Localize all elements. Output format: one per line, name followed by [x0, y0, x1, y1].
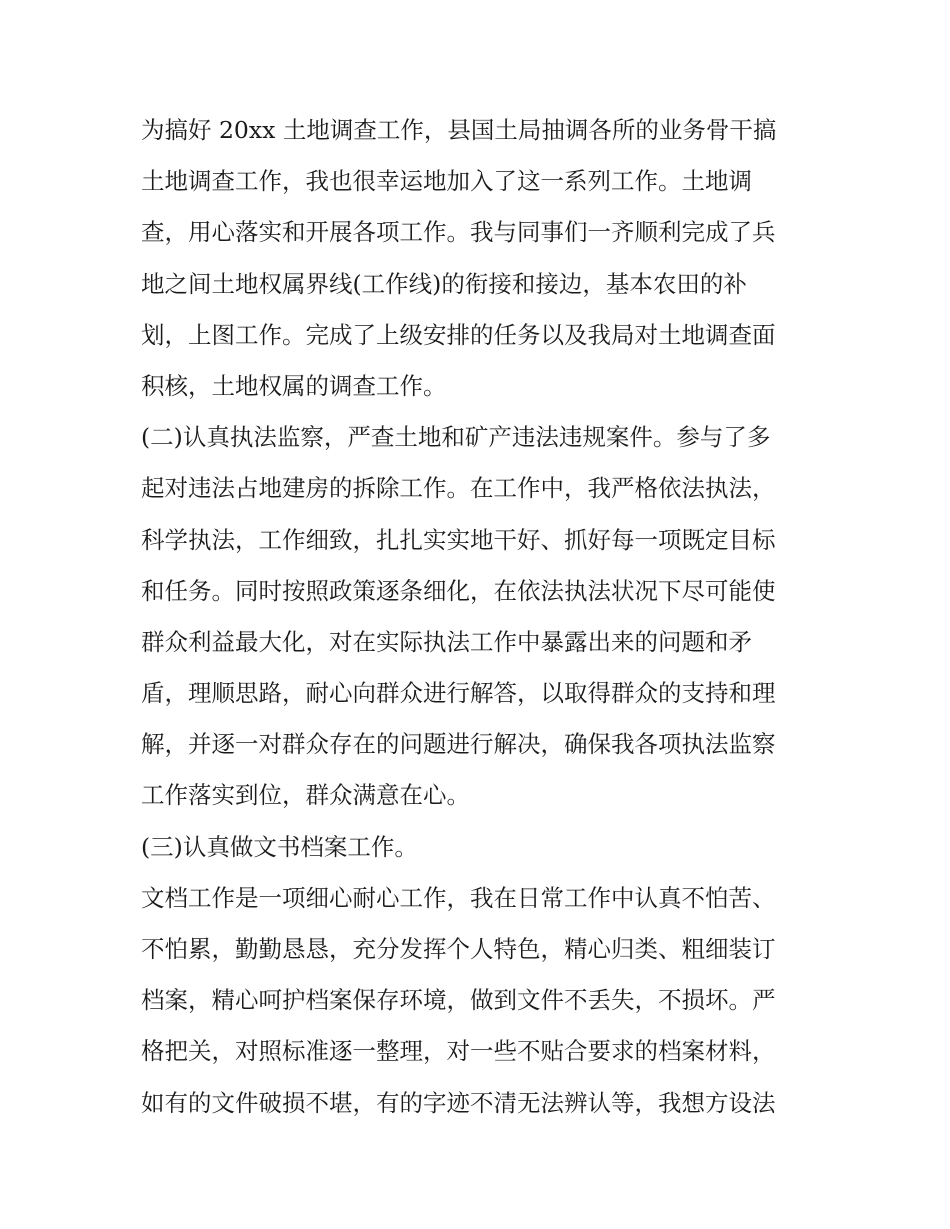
text-line: 工作落实到位，群众满意在心。 [141, 781, 470, 810]
text-line: 如有的文件破损不堪，有的字迹不清无法辨认等，我想方设法 [141, 1088, 776, 1117]
text-line: 划，上图工作。完成了上级安排的任务以及我局对土地调查面 [141, 320, 776, 349]
text-line: 科学执法，工作细致，扎扎实实地干好、抓好每一项既定目标 [141, 525, 776, 554]
text-line: 不怕累，勤勤恳恳，充分发挥个人特色，精心归类、粗细装订 [141, 935, 776, 963]
body-text [141, 105, 821, 1129]
text-line: (二)认真执法监察，严查土地和矿产违法违规案件。参与了多 [141, 423, 771, 452]
text-line: 土地调查工作，我也很幸运地加入了这一系列工作。土地调 [141, 167, 752, 196]
text-line: 盾，理顺思路，耐心向群众进行解答，以取得群众的支持和理 [141, 679, 776, 708]
text-line: 群众利益最大化，对在实际执法工作中暴露出来的问题和矛 [141, 627, 752, 656]
text-line: 和任务。同时按照政策逐条细化，在依法执法状况下尽可能使 [141, 576, 776, 605]
text-line: 地之间土地权属界线(工作线)的衔接和接边，基本农田的补 [141, 269, 747, 298]
text-line: 为搞好 20xx 土地调查工作，县国土局抽调各所的业务骨干搞 [141, 116, 777, 144]
text-line: 格把关，对照标准逐一整理，对一些不贴合要求的档案材料， [141, 1037, 776, 1066]
text-line: 文档工作是一项细心耐心工作，我在日常工作中认真不怕苦、 [141, 883, 776, 912]
text-line: 积核，土地权属的调查工作。 [141, 371, 447, 400]
text-line: (三)认真做文书档案工作。 [141, 832, 418, 861]
text-line: 解，并逐一对群众存在的问题进行解决，确保我各项执法监察 [141, 730, 776, 759]
text-line: 查，用心落实和开展各项工作。我与同事们一齐顺利完成了兵 [141, 218, 776, 247]
text-line: 档案，精心呵护档案保存环境，做到文件不丢失，不损坏。严 [141, 986, 776, 1015]
text-line: 起对违法占地建房的拆除工作。在工作中，我严格依法执法， [141, 474, 776, 503]
